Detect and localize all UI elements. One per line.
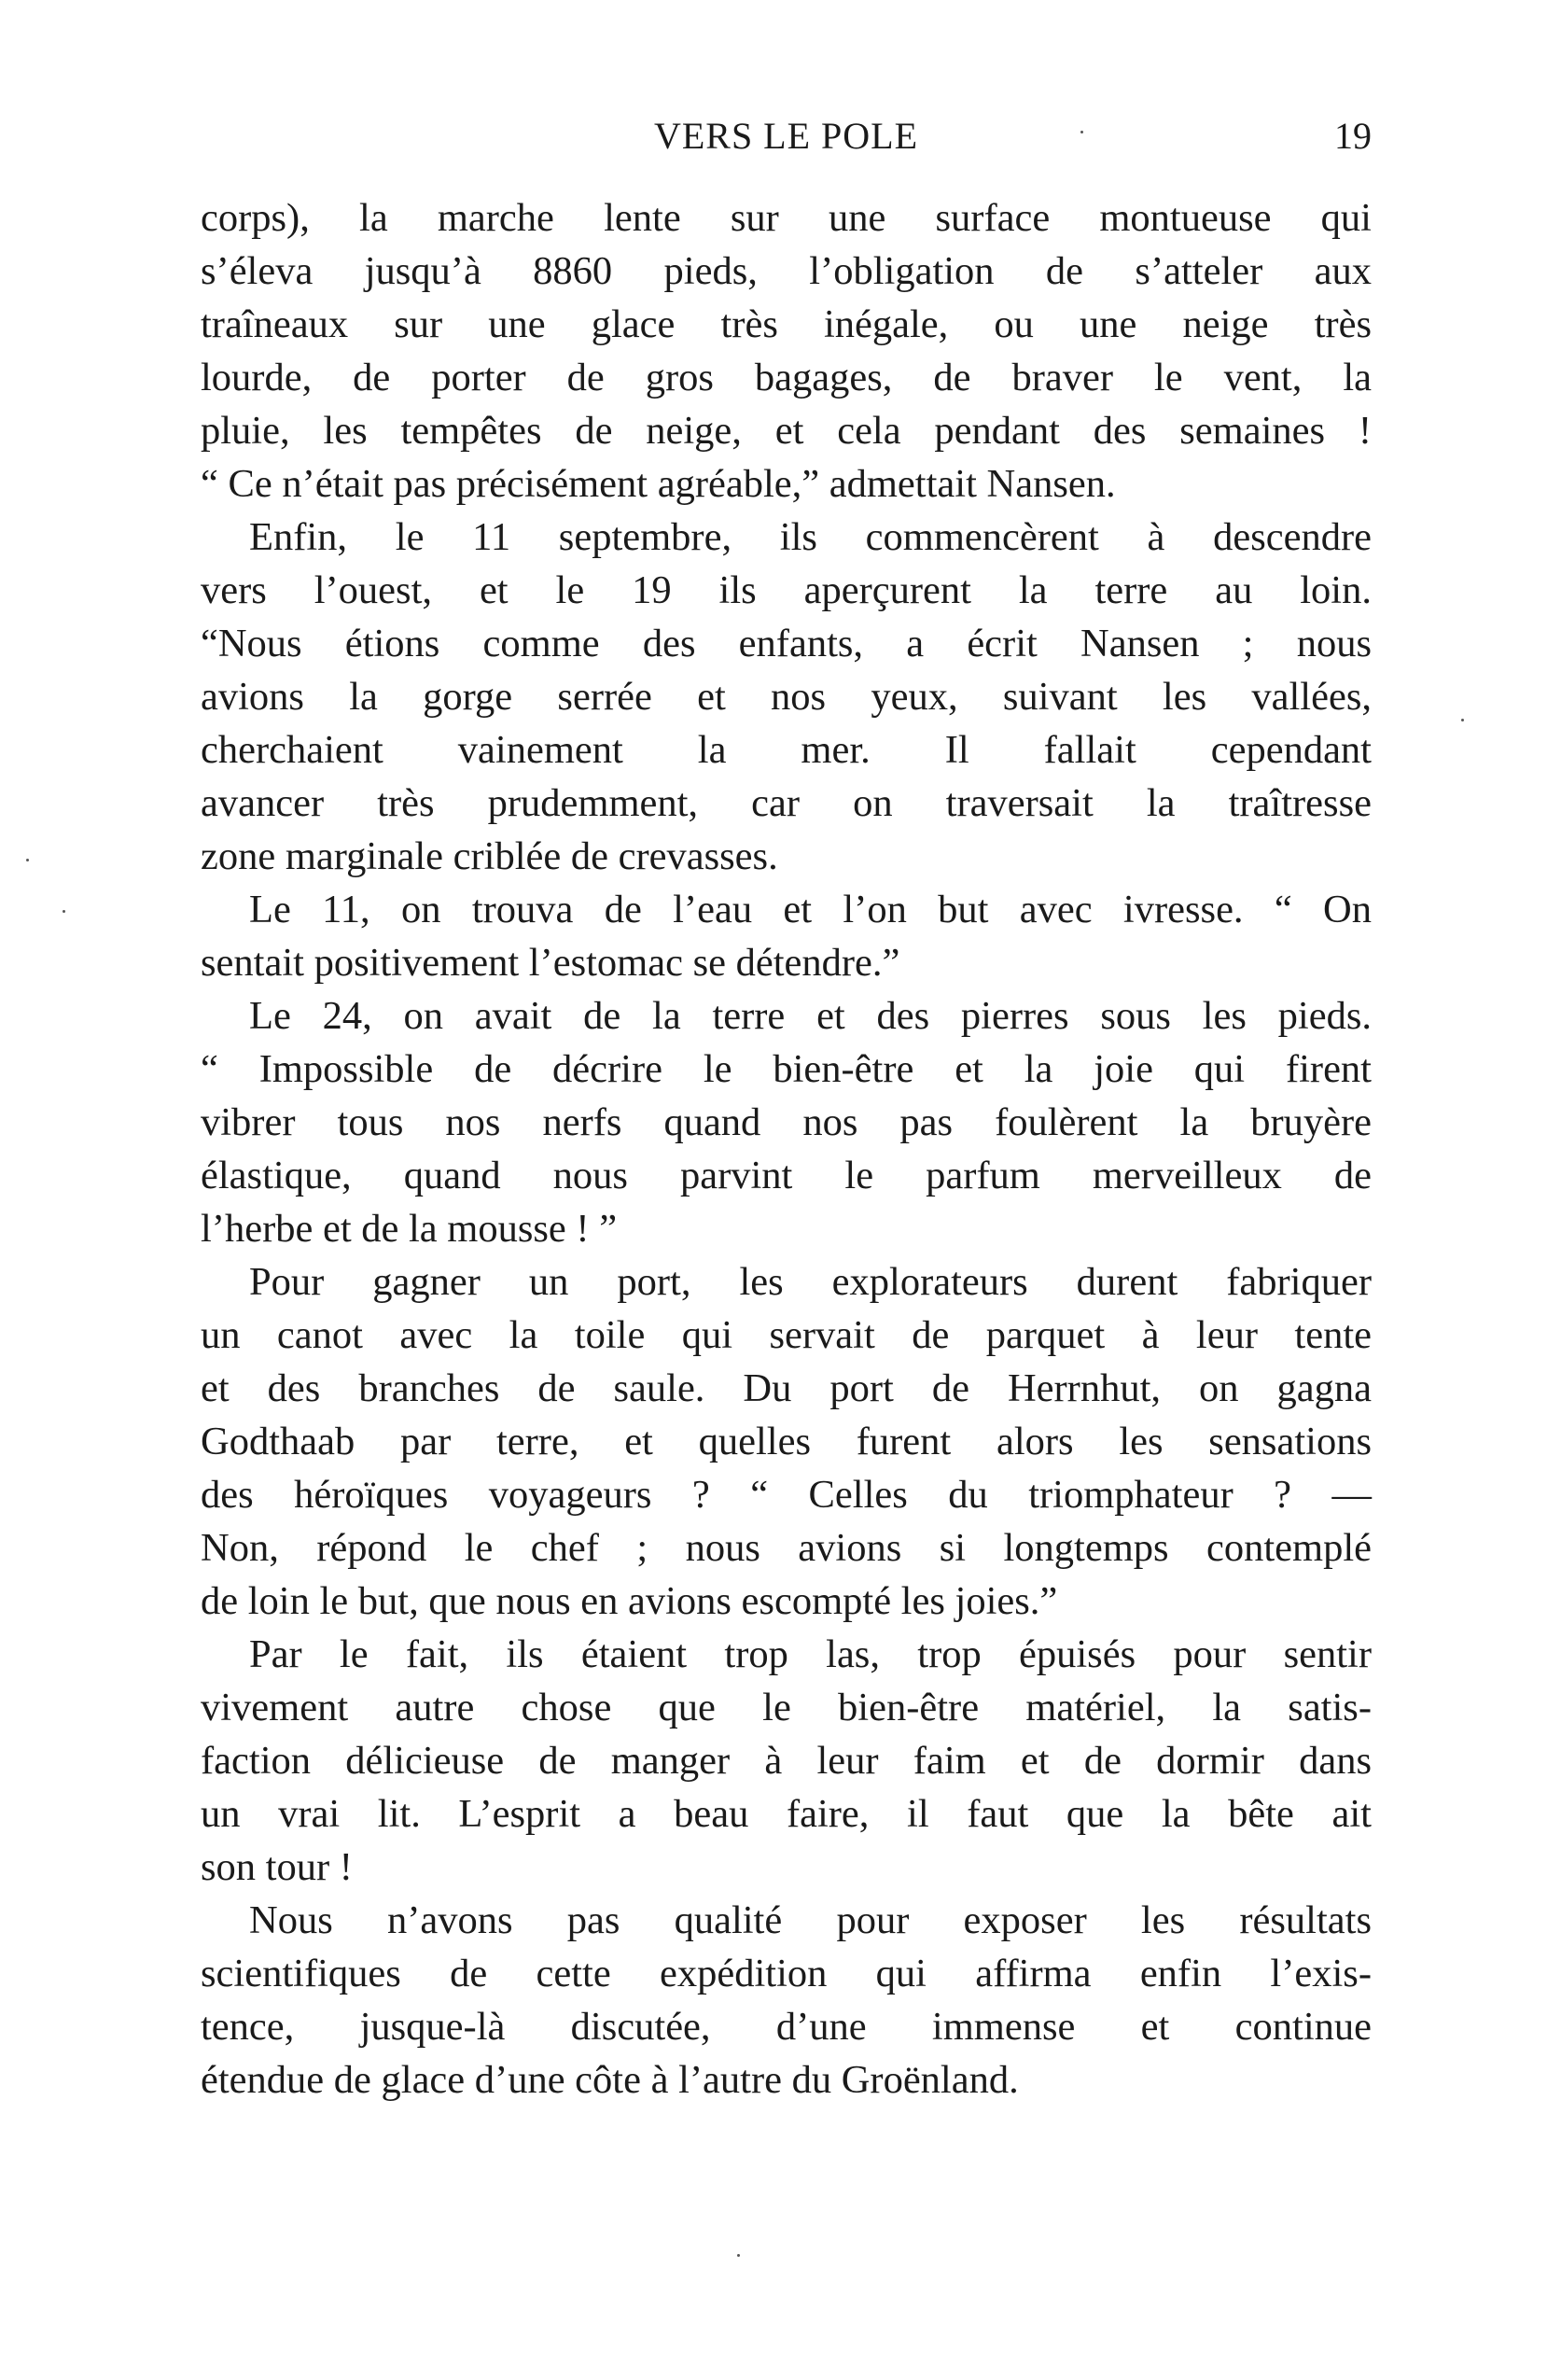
text-line: scientifiques de cette expédition qui affirma enfin l’exis- xyxy=(201,1952,1372,1995)
running-title: VERS LE POLE xyxy=(653,115,919,157)
text-line: l’herbe et de la mousse ! ” xyxy=(201,1207,618,1251)
scan-speck xyxy=(26,859,29,861)
text-line: s’éleva jusqu’à 8860 pieds, l’obligation de s’atteler aux xyxy=(201,249,1372,293)
text-line: des héroïques voyageurs ? “ Celles du triomphateur ? — xyxy=(201,1473,1372,1517)
scan-speck xyxy=(1461,719,1464,721)
page-number: 19 xyxy=(1334,115,1372,157)
text-line: Le 11, on trouva de l’eau et l’on but avec ivresse. “ On xyxy=(249,888,1372,931)
text-line: et des branches de saule. Du port de Herrnhut, on gagna xyxy=(201,1366,1372,1410)
text-line: Non, répond le chef ; nous avions si longtemps contemplé xyxy=(201,1526,1372,1570)
text-line: Nous n’avons pas qualité pour exposer les résultats xyxy=(249,1898,1372,1942)
scan-speck xyxy=(1080,131,1083,133)
text-line: corps), la marche lente sur une surface montueuse qui xyxy=(201,196,1372,240)
text-line: Godthaab par terre, et quelles furent alors les sensations xyxy=(201,1420,1372,1463)
text-line: “Nous étions comme des enfants, a écrit Nansen ; nous xyxy=(201,622,1372,665)
text-line: sentait positivement l’estomac se détendre.” xyxy=(201,941,900,985)
text-line: élastique, quand nous parvint le parfum merveilleux de xyxy=(201,1154,1372,1197)
running-header xyxy=(201,114,1372,170)
text-line: Pour gagner un port, les explorateurs durent fabriquer xyxy=(249,1260,1372,1304)
text-line: vivement autre chose que le bien-être matériel, la satis- xyxy=(201,1686,1372,1729)
text-line: Par le fait, ils étaient trop las, trop épuisés pour sentir xyxy=(249,1632,1372,1676)
text-line: traîneaux sur une glace très inégale, ou une neige très xyxy=(201,302,1372,346)
text-line: “ Ce n’était pas précisément agréable,” admettait Nansen. xyxy=(201,462,1116,506)
text-line: vibrer tous nos nerfs quand nos pas foulèrent la bruyère xyxy=(201,1100,1372,1144)
text-line: Le 24, on avait de la terre et des pierres sous les pieds. xyxy=(249,994,1372,1038)
text-line: vers l’ouest, et le 19 ils aperçurent la terre au loin. xyxy=(201,568,1372,612)
scan-speck xyxy=(63,910,65,913)
text-line: un vrai lit. L’esprit a beau faire, il faut que la bête ait xyxy=(201,1792,1372,1836)
text-line: zone marginale criblée de crevasses. xyxy=(201,834,778,878)
body-text xyxy=(201,191,1372,2107)
text-line: avancer très prudemment, car on traversait la traîtresse xyxy=(201,781,1372,825)
text-line: tence, jusque-là discutée, d’une immense et continue xyxy=(201,2005,1372,2049)
text-line: Enfin, le 11 septembre, ils commencèrent à descendre xyxy=(249,515,1372,559)
text-line: “ Impossible de décrire le bien-être et la joie qui firent xyxy=(201,1047,1372,1091)
text-line: son tour ! xyxy=(201,1845,353,1889)
text-line: avions la gorge serrée et nos yeux, suivant les vallées, xyxy=(201,675,1372,719)
text-line: étendue de glace d’une côte à l’autre du Groënland. xyxy=(201,2058,1019,2102)
text-line: de loin le but, que nous en avions escompté les joies.” xyxy=(201,1579,1058,1623)
text-line: pluie, les tempêtes de neige, et cela pendant des semaines ! xyxy=(201,409,1372,453)
text-line: cherchaient vainement la mer. Il fallait cependant xyxy=(201,728,1372,772)
text-line: un canot avec la toile qui servait de parquet à leur tente xyxy=(201,1313,1372,1357)
scan-speck xyxy=(737,2254,740,2257)
text-line: lourde, de porter de gros bagages, de braver le vent, la xyxy=(201,356,1372,399)
text-line: faction délicieuse de manger à leur faim et de dormir dans xyxy=(201,1739,1372,1783)
